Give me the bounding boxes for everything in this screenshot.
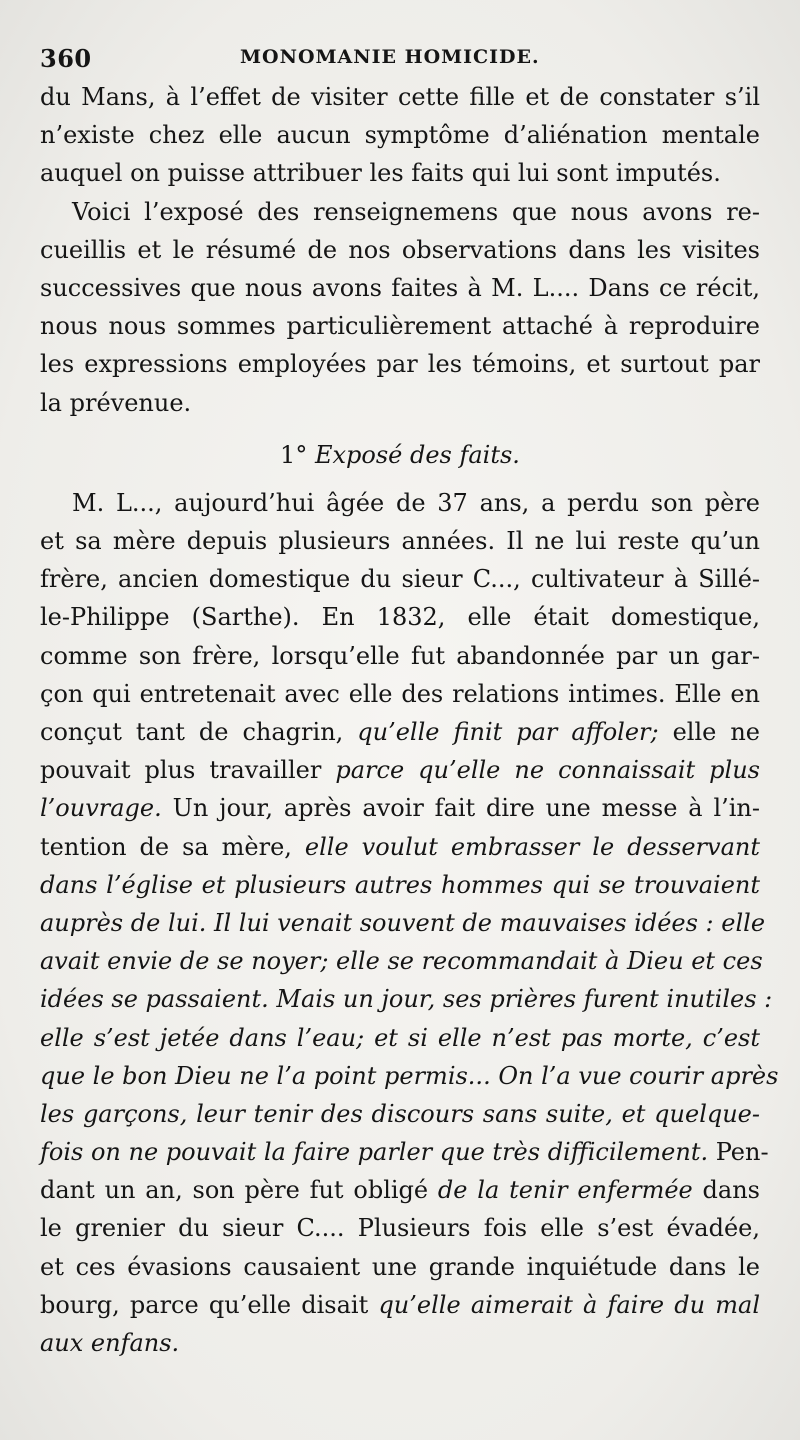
text-run: du Mans, à l’effet de visiter cette fille et de constater s’il bbox=[40, 83, 760, 111]
italic-text-run: fois on ne pouvait la faire parler que très difficilement. bbox=[40, 1138, 709, 1167]
text-line bbox=[40, 484, 760, 522]
text-line bbox=[40, 384, 760, 422]
text-run: les expressions employées par les témoins, et surtout par bbox=[40, 350, 760, 379]
text-run: et sa mère depuis plusieurs années. Il ne lui reste qu’un bbox=[40, 527, 760, 556]
text-line bbox=[40, 269, 760, 307]
text-line bbox=[40, 751, 760, 789]
running-head: MONOMANIE HOMICIDE. bbox=[240, 46, 540, 68]
text-line bbox=[40, 789, 760, 827]
text-line bbox=[40, 231, 760, 269]
italic-text-run: de la tenir enfermée bbox=[437, 1176, 693, 1205]
italic-text-run: parce qu’elle ne connaissait plus bbox=[335, 756, 760, 785]
italic-text-run: idées se passaient. Mais un jour, ses prières furent inutiles : bbox=[40, 985, 773, 1014]
text-run: frère, ancien domestique du sieur C..., cultivateur à Sillé- bbox=[40, 565, 760, 594]
text-run: M. L..., aujourd’hui âgée de 37 ans, a perdu son père bbox=[72, 488, 760, 517]
text-run: Un jour, après avoir fait dire une messe à l’in- bbox=[161, 794, 760, 823]
text-line bbox=[40, 307, 760, 345]
text-run: çon qui entretenait avec elle des relations intimes. Elle en bbox=[40, 679, 760, 708]
text-line bbox=[40, 345, 760, 383]
text-run: elle ne bbox=[658, 718, 760, 746]
text-run: le-Philippe (Sarthe). En 1832, elle était domestique, bbox=[40, 603, 760, 632]
text-run: cueillis et le résumé de nos observations dans les visites bbox=[40, 235, 760, 264]
text-line bbox=[40, 1095, 760, 1133]
text-run: tention de sa mère, bbox=[40, 832, 305, 861]
page-header bbox=[40, 40, 760, 80]
text-line bbox=[40, 522, 760, 560]
italic-text-run: qu’elle aimerait à faire du mal bbox=[378, 1290, 761, 1319]
italic-text-run: que le bon Dieu ne l’a point permis... On l’a vue courir après bbox=[40, 1061, 779, 1090]
text-line bbox=[40, 78, 760, 116]
text-line bbox=[40, 560, 760, 598]
text-run: conçut tant de chagrin, bbox=[40, 718, 358, 746]
text-run: Voici l’exposé des renseignemens que nous avons re- bbox=[72, 197, 760, 226]
italic-text-run: avait envie de se noyer; elle se recommandait à Dieu et ces bbox=[40, 947, 763, 976]
text-run: nous nous sommes particulièrement attaché à reproduire bbox=[40, 312, 760, 341]
text-line bbox=[40, 116, 760, 154]
text-line bbox=[40, 1286, 760, 1324]
page-number: 360 bbox=[40, 44, 92, 73]
text-run: pouvait plus travailler bbox=[40, 756, 336, 785]
italic-text-run: Exposé des faits. bbox=[314, 440, 520, 469]
italic-text-run: les garçons, leur tenir des discours sans suite, et quelque- bbox=[40, 1099, 760, 1128]
text-line bbox=[40, 1209, 760, 1247]
text-run: 1° bbox=[280, 440, 315, 469]
text-run: la prévenue. bbox=[40, 388, 192, 417]
text-line bbox=[40, 436, 760, 474]
text-run: dans bbox=[692, 1176, 760, 1205]
text-run: bourg, parce qu’elle disait bbox=[40, 1290, 379, 1319]
text-run: Pen- bbox=[708, 1138, 769, 1167]
text-line bbox=[40, 866, 760, 904]
text-line bbox=[40, 713, 760, 751]
text-line bbox=[40, 1324, 760, 1362]
italic-text-run: elle s’est jetée dans l’eau; et si elle n’est pas morte, c’est bbox=[40, 1023, 760, 1052]
paragraph bbox=[40, 484, 779, 1362]
text-line bbox=[40, 942, 763, 980]
section-heading bbox=[40, 436, 760, 474]
paragraph bbox=[40, 193, 760, 422]
paragraph bbox=[40, 78, 760, 193]
text-run: n’existe chez elle aucun symptôme d’aliénation mentale bbox=[40, 121, 760, 150]
text-line bbox=[40, 1057, 779, 1095]
text-line bbox=[40, 980, 773, 1018]
text-run: dant un an, son père fut obligé bbox=[40, 1176, 438, 1205]
text-run: le grenier du sieur C.... Plusieurs fois elle s’est évadée, bbox=[40, 1214, 760, 1243]
text-run: et ces évasions causaient une grande inquiétude dans le bbox=[40, 1252, 760, 1281]
text-line bbox=[40, 1248, 760, 1286]
text-run: comme son frère, lorsqu’elle fut abandonnée par un gar- bbox=[40, 641, 760, 670]
italic-text-run: l’ouvrage. bbox=[40, 794, 162, 823]
text-run: successives que nous avons faites à M. L.... Dans ce récit, bbox=[40, 273, 760, 302]
text-line bbox=[40, 904, 766, 942]
text-line bbox=[40, 154, 760, 192]
italic-text-run: dans l’église et plusieurs autres hommes qui se trouvaient bbox=[40, 870, 760, 899]
text-line bbox=[40, 675, 760, 713]
italic-text-run: auprès de lui. Il lui venait souvent de mauvaises idées : elle bbox=[40, 908, 766, 937]
text-line bbox=[40, 637, 760, 675]
italic-text-run: elle voulut embrasser le desservant bbox=[304, 832, 760, 861]
text-line bbox=[40, 598, 760, 636]
italic-text-run: qu’elle finit par affoler; bbox=[357, 718, 659, 746]
text-line bbox=[40, 1019, 760, 1057]
text-line bbox=[40, 828, 760, 866]
text-line bbox=[40, 1171, 760, 1209]
text-line bbox=[40, 193, 760, 231]
body-text bbox=[40, 78, 779, 1362]
text-line bbox=[40, 1133, 769, 1171]
text-run: auquel on puisse attribuer les faits qui lui sont imputés. bbox=[40, 159, 721, 188]
italic-text-run: aux enfans. bbox=[40, 1329, 180, 1357]
